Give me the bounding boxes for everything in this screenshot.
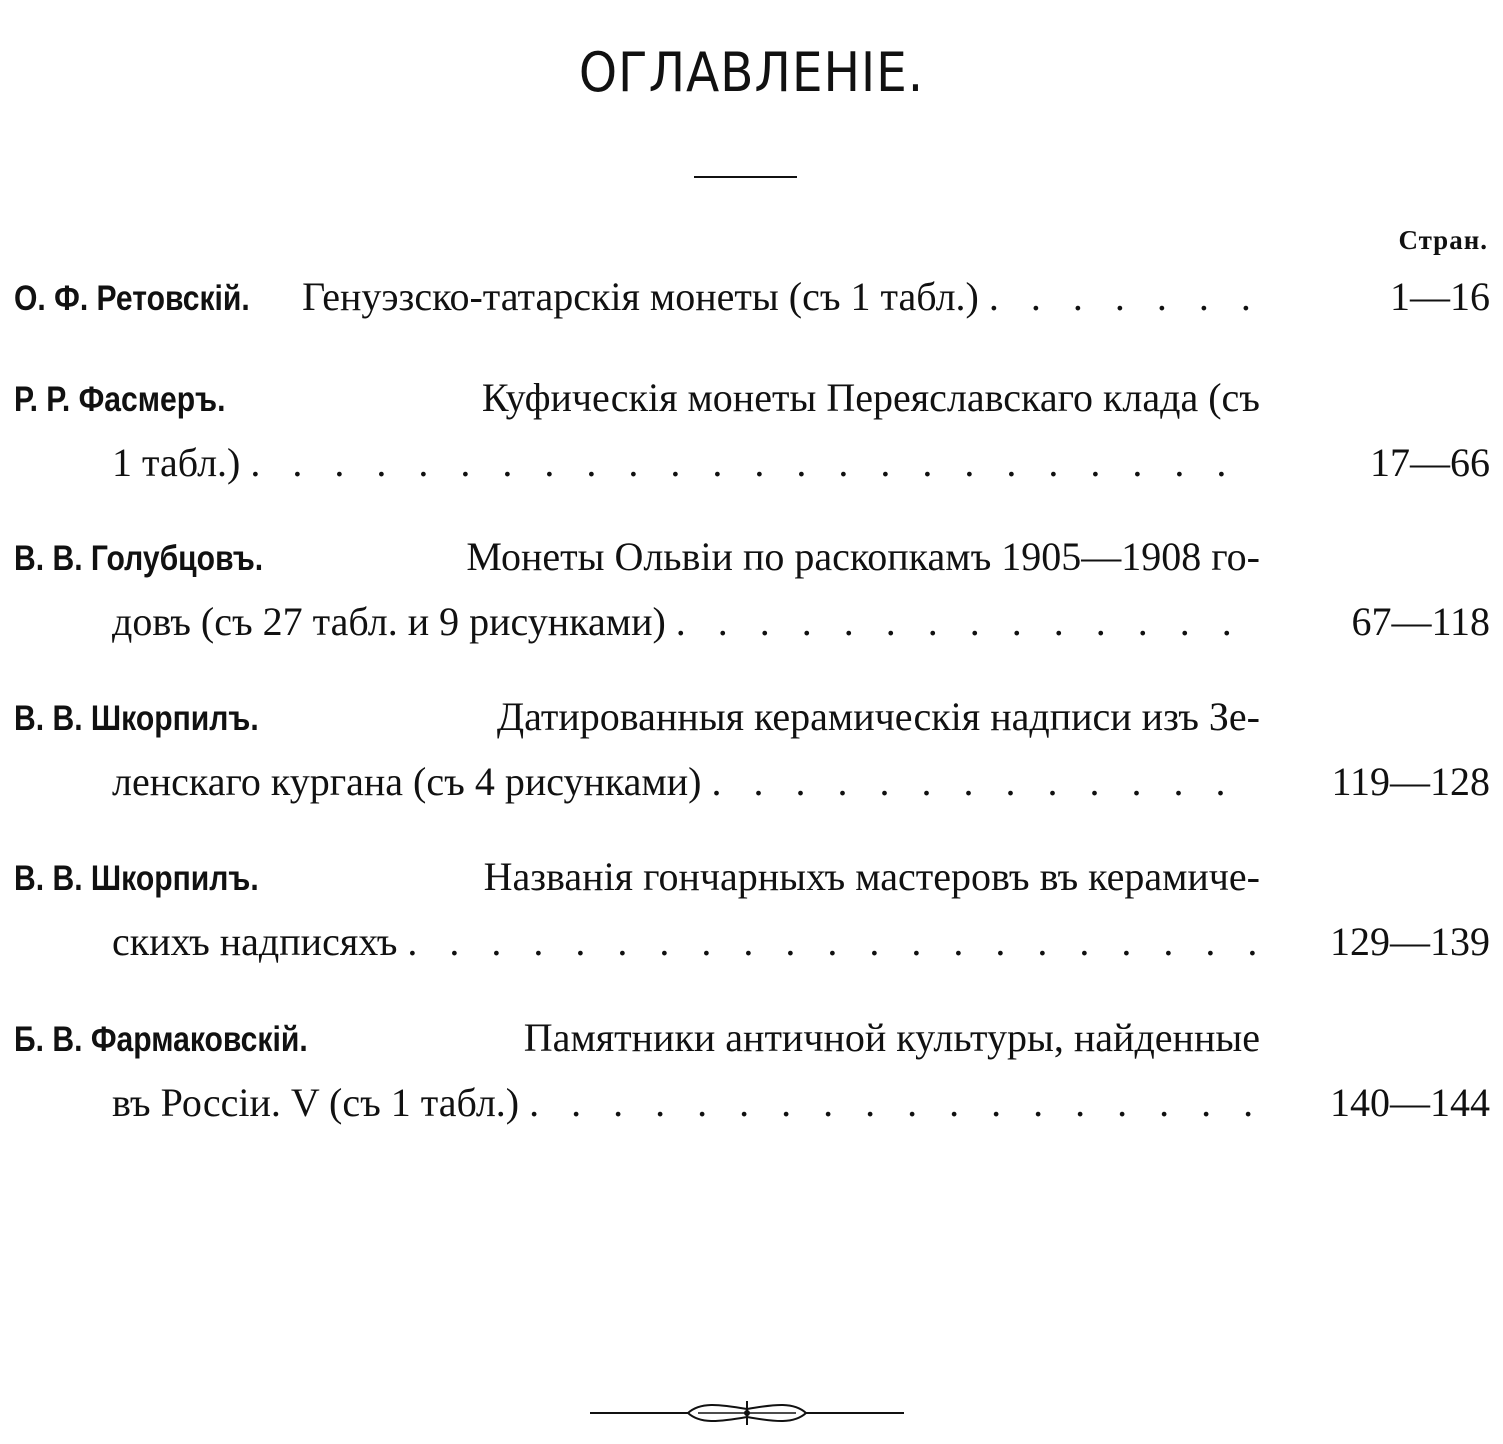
toc-author: О. Ф. Ретовскій. <box>14 279 250 318</box>
toc-entry <box>0 532 1503 662</box>
toc-pages: 67—118 <box>1351 599 1490 644</box>
toc-author: В. В. Шкорпилъ. <box>14 859 259 898</box>
toc-entry-line <box>14 272 1260 322</box>
toc-title: Названія гончарныхъ мастеровъ въ керамиче- <box>483 854 1260 899</box>
toc-entry-line <box>14 1013 1260 1063</box>
title-divider <box>694 176 797 178</box>
toc-author: В. В. Шкорпилъ. <box>14 699 259 738</box>
toc-author: Б. В. Фармаковскій. <box>14 1020 308 1059</box>
toc-pages: 140—144 <box>1330 1080 1490 1125</box>
dot-leader <box>407 917 1260 967</box>
pages-column-header: Стран. <box>1398 225 1488 255</box>
toc-title-continued: ленскаго кургана (съ 4 рисунками) <box>112 759 702 804</box>
toc-title-continued: скихъ надписяхъ <box>112 919 398 964</box>
toc-entry-continuation <box>112 597 1260 647</box>
toc-entry-line <box>14 532 1260 582</box>
dot-leader <box>250 438 1260 488</box>
toc-pages: 119—128 <box>1331 759 1490 804</box>
toc-entry <box>0 373 1503 503</box>
toc-entry-continuation <box>112 917 1260 967</box>
toc-author: Р. Р. Фасмеръ. <box>14 380 226 419</box>
toc-pages: 1—16 <box>1390 274 1490 319</box>
toc-title-continued: довъ (съ 27 табл. и 9 рисунками) <box>112 599 666 644</box>
toc-author: В. В. Голубцовъ. <box>14 539 264 578</box>
dot-leader <box>711 757 1260 807</box>
toc-entry-continuation <box>112 757 1260 807</box>
dot-leader <box>676 597 1260 647</box>
toc-pages: 129—139 <box>1330 919 1490 964</box>
page-title: ОГЛАВЛЕНІЕ. <box>578 41 925 104</box>
dot-leader <box>529 1078 1260 1128</box>
toc-entry <box>0 852 1503 982</box>
toc-entry-line <box>14 373 1260 423</box>
toc-entry-line <box>14 852 1260 902</box>
ornament-divider <box>588 1393 906 1433</box>
toc-title: Датированныя керамическія надписи изъ Зе- <box>496 694 1260 739</box>
toc-title: Генуэзско-татарскія монеты (съ 1 табл.) <box>302 274 979 319</box>
toc-entry <box>0 1013 1503 1143</box>
toc-title: Памятники античной культуры, найденные <box>523 1015 1260 1060</box>
toc-title: Монеты Ольвіи по раскопкамъ 1905—1908 го- <box>466 534 1260 579</box>
toc-entry-line <box>14 692 1260 742</box>
toc-pages: 17—66 <box>1370 440 1490 485</box>
toc-entry <box>0 692 1503 822</box>
dot-leader <box>989 272 1260 322</box>
toc-title-continued: въ Россіи. V (съ 1 табл.) <box>112 1080 520 1125</box>
toc-entry-continuation <box>112 1078 1260 1128</box>
toc-entry-continuation <box>112 438 1260 488</box>
toc-title-continued: 1 табл.) <box>112 440 241 485</box>
toc-title: Куфическія монеты Переяславскаго клада (съ <box>481 375 1260 420</box>
